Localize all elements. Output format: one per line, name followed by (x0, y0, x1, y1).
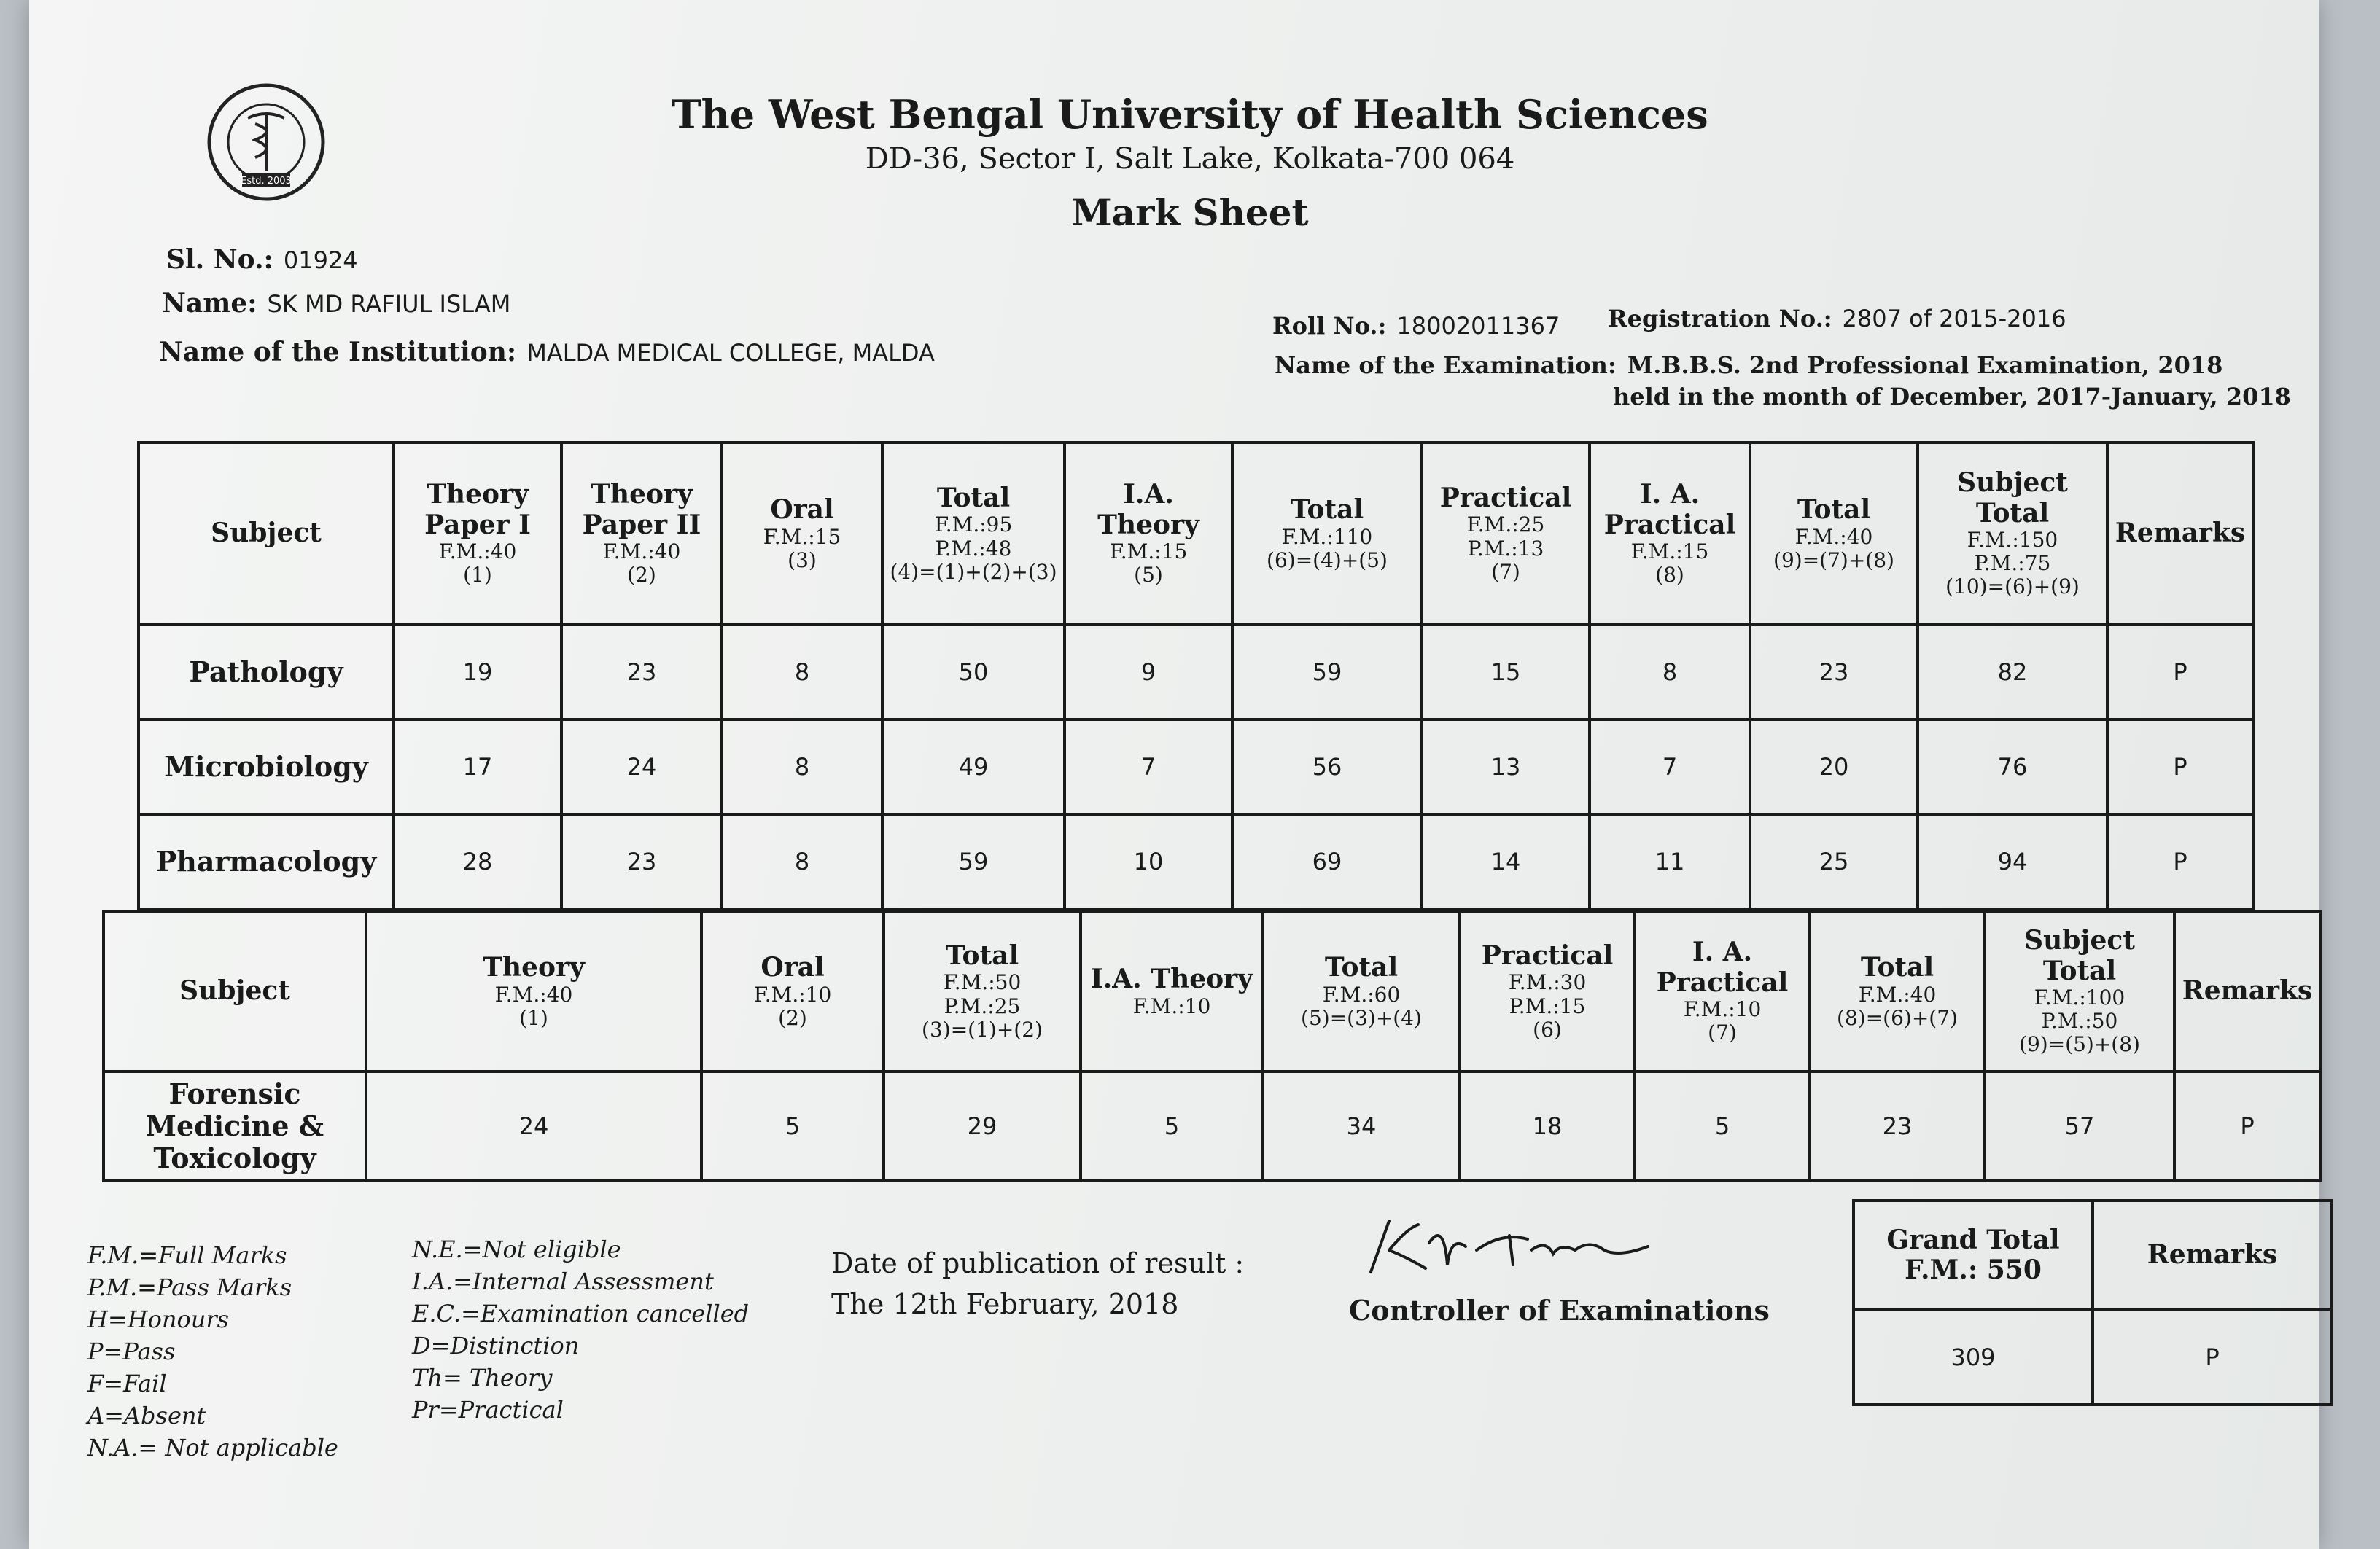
legend-item: E.C.=Examination cancelled (412, 1300, 750, 1327)
column-header: Theory F.M.:40 (1) (366, 911, 701, 1072)
mark-cell: 59 (1232, 625, 1422, 719)
sheet-title: Mark Sheet (1071, 191, 1309, 234)
mark-cell: 56 (1232, 719, 1422, 814)
column-header: I.A. Theory F.M.:10 (1081, 911, 1263, 1072)
column-header: Subject Total F.M.:150 P.M.:75 (10)=(6)+(9) (1918, 442, 2107, 625)
mark-cell: P (2107, 814, 2253, 909)
mark-cell: 23 (1750, 625, 1918, 719)
column-header: I. A. Practical F.M.:15 (8) (1590, 442, 1750, 625)
column-header: Subject (104, 911, 366, 1072)
legend-item: P.M.=Pass Marks (88, 1273, 292, 1301)
examination-period: held in the month of December, 2017-January, 2018 (1613, 383, 2291, 410)
mark-cell: 8 (722, 814, 882, 909)
grand-total-value: 309 (1854, 1310, 2093, 1405)
column-header: Practical F.M.:30 P.M.:15 (6) (1460, 911, 1635, 1072)
marks-table-main (137, 441, 2255, 910)
header-row (104, 911, 2320, 1072)
mark-cell: 18 (1460, 1072, 1635, 1181)
column-header: Oral F.M.:10 (2) (701, 911, 884, 1072)
mark-cell: 5 (1635, 1072, 1810, 1181)
mark-cell: 76 (1918, 719, 2107, 814)
column-header: I. A. Practical F.M.:10 (7) (1635, 911, 1810, 1072)
legend-item: A=Absent (88, 1402, 206, 1429)
mark-cell: 50 (882, 625, 1065, 719)
mark-cell: 69 (1232, 814, 1422, 909)
column-header: Subject (139, 442, 394, 625)
grand-total-remarks-header: Remarks (2093, 1201, 2332, 1310)
mark-cell: 13 (1422, 719, 1590, 814)
grand-total-header: Grand Total F.M.: 550 (1854, 1201, 2093, 1310)
publication-date: The 12th February, 2018 (831, 1288, 1179, 1320)
column-header: Remarks (2107, 442, 2253, 625)
mark-cell: 10 (1065, 814, 1232, 909)
mark-cell: 25 (1750, 814, 1918, 909)
mark-cell: 24 (561, 719, 722, 814)
mark-cell: P (2174, 1072, 2320, 1181)
mark-cell: 49 (882, 719, 1065, 814)
mark-cell: 8 (722, 719, 882, 814)
mark-cell: 17 (394, 719, 561, 814)
legend-item: H=Honours (88, 1306, 230, 1333)
legend-column-2 (412, 1233, 749, 1426)
table-row (139, 814, 2253, 909)
legend-item: N.E.=Not eligible (412, 1236, 621, 1263)
mark-cell: 23 (561, 625, 722, 719)
mark-cell: 7 (1065, 719, 1232, 814)
mark-cell: 24 (366, 1072, 701, 1181)
mark-cell: P (2107, 625, 2253, 719)
column-header: Remarks (2174, 911, 2320, 1072)
mark-cell: 28 (394, 814, 561, 909)
marks-table-forensic (102, 910, 2322, 1182)
registration-number: Registration No.: 2807 of 2015-2016 (1608, 305, 2066, 332)
column-header: Total F.M.:110 (6)=(4)+(5) (1232, 442, 1422, 625)
mark-cell: 5 (701, 1072, 884, 1181)
serial-number: Sl. No.: 01924 (166, 244, 358, 275)
institution-name: Name of the Institution: MALDA MEDICAL COLLEGE, MALDA (159, 337, 935, 367)
legend-column-1 (88, 1239, 338, 1464)
subject-name: Pathology (139, 625, 394, 719)
column-header: Total F.M.:40 (8)=(6)+(7) (1810, 911, 1985, 1072)
column-header: Total F.M.:50 P.M.:25 (3)=(1)+(2) (884, 911, 1081, 1072)
column-header: Oral F.M.:15 (3) (722, 442, 882, 625)
mark-cell: 8 (1590, 625, 1750, 719)
legend-item: Th= Theory (412, 1364, 553, 1392)
legend-item: Pr=Practical (412, 1396, 564, 1424)
grand-total-remarks-value: P (2093, 1310, 2332, 1405)
mark-cell: 14 (1422, 814, 1590, 909)
column-header: Total F.M.:95 P.M.:48 (4)=(1)+(2)+(3) (882, 442, 1065, 625)
mark-cell: 15 (1422, 625, 1590, 719)
mark-cell: 19 (394, 625, 561, 719)
controller-title: Controller of Examinations (1349, 1294, 1770, 1327)
university-address: DD-36, Sector I, Salt Lake, Kolkata-700 064 (865, 142, 1515, 176)
subject-name: Microbiology (139, 719, 394, 814)
legend-item: D=Distinction (412, 1332, 580, 1359)
svg-text:Kp Sinha: Kp Sinha (1356, 1206, 1360, 1207)
university-name: The West Bengal University of Health Sciences (672, 91, 1708, 138)
column-header: Theory Paper II F.M.:40 (2) (561, 442, 722, 625)
mark-cell: 59 (882, 814, 1065, 909)
column-header: Practical F.M.:25 P.M.:13 (7) (1422, 442, 1590, 625)
mark-cell: 94 (1918, 814, 2107, 909)
legend-item: I.A.=Internal Assessment (412, 1268, 714, 1295)
mark-cell: 8 (722, 625, 882, 719)
svg-text:Estd. 2003: Estd. 2003 (241, 176, 292, 187)
mark-cell: 20 (1750, 719, 1918, 814)
mark-cell: 5 (1081, 1072, 1263, 1181)
table-row (139, 625, 2253, 719)
header-row (139, 442, 2253, 625)
subject-name: Pharmacology (139, 814, 394, 909)
controller-signature-image (1356, 1206, 1706, 1287)
mark-cell: 23 (561, 814, 722, 909)
mark-cell: 7 (1590, 719, 1750, 814)
publication-info (831, 1243, 1244, 1324)
student-name: Name: SK MD RAFIUL ISLAM (162, 288, 511, 319)
legend-item: F=Fail (88, 1370, 167, 1397)
mark-cell: 29 (884, 1072, 1081, 1181)
mark-cell: P (2107, 719, 2253, 814)
grand-total-box (1852, 1199, 2333, 1406)
mark-cell: 82 (1918, 625, 2107, 719)
mark-cell: 9 (1065, 625, 1232, 719)
roll-number: Roll No.: 18002011367 (1272, 312, 1560, 340)
examination-name: Name of the Examination: M.B.B.S. 2nd Professional Examination, 2018 (1275, 351, 2223, 379)
column-header: I.A. Theory F.M.:15 (5) (1065, 442, 1232, 625)
mark-cell: 34 (1263, 1072, 1460, 1181)
column-header: Total F.M.:40 (9)=(7)+(8) (1750, 442, 1918, 625)
column-header: Total F.M.:60 (5)=(3)+(4) (1263, 911, 1460, 1072)
legend-item: F.M.=Full Marks (88, 1241, 287, 1269)
mark-cell: 23 (1810, 1072, 1985, 1181)
subject-name: Forensic Medicine & Toxicology (104, 1072, 366, 1181)
table-row (104, 1072, 2320, 1181)
column-header: Subject Total F.M.:100 P.M.:50 (9)=(5)+(8) (1985, 911, 2174, 1072)
table-row (139, 719, 2253, 814)
mark-cell: 11 (1590, 814, 1750, 909)
mark-cell: 57 (1985, 1072, 2174, 1181)
legend-item: N.A.= Not applicable (88, 1434, 338, 1462)
legend-item: P=Pass (88, 1338, 176, 1365)
column-header: Theory Paper I F.M.:40 (1) (394, 442, 561, 625)
publication-label: Date of publication of result : (831, 1247, 1245, 1279)
